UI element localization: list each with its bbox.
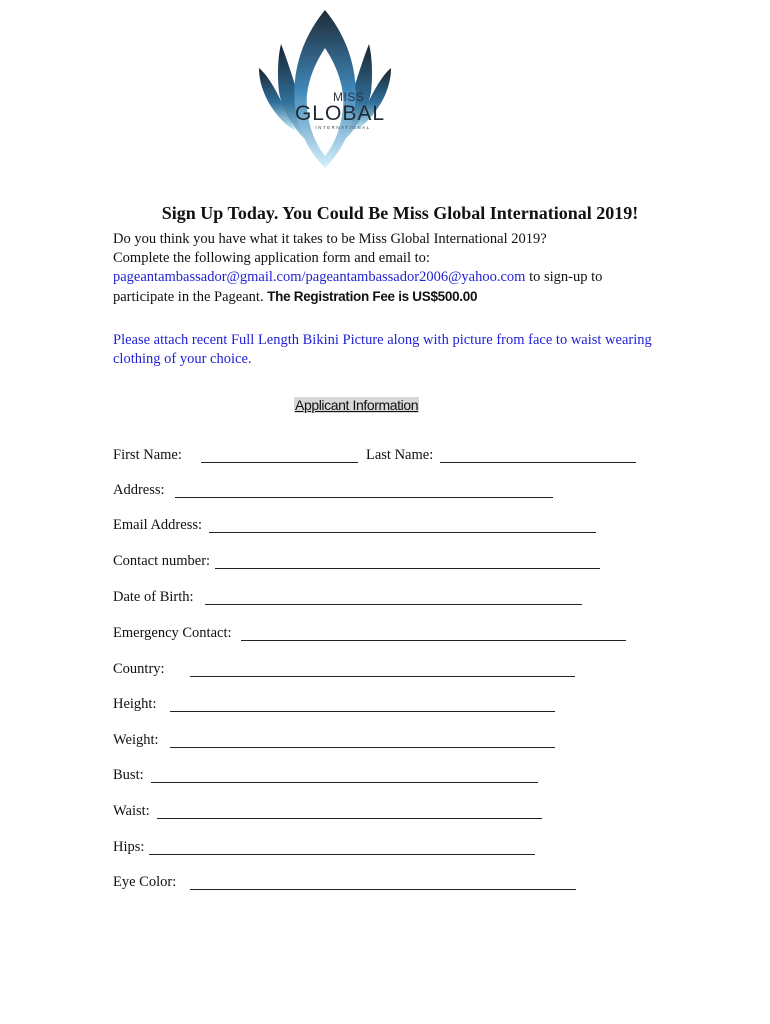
logo-international-text: INTERNATIONAL [315,125,371,130]
height-label: Height: [113,696,157,712]
first-name-input-line[interactable] [201,462,358,463]
bust-label: Bust: [113,767,144,783]
contact-number-input-line[interactable] [215,568,600,569]
date-of-birth-field[interactable] [113,589,588,609]
email-address-label: Email Address: [113,517,203,533]
weight-input-line[interactable] [170,747,555,748]
last-name-input-line[interactable] [440,462,636,463]
intro-paragraph [113,230,673,307]
contact-number-label: Contact number: [113,553,211,569]
eye-color-field[interactable] [113,874,583,894]
address-input-line[interactable] [175,497,553,498]
emergency-contact-field[interactable] [113,625,633,645]
photo-attachment-note: Please attach recent Full Length Bikini Picture along with picture from face to waist wearing clothing of your choice. [113,332,652,367]
intro-after-emails: to sign-up to [525,269,603,285]
intro-line-4 [113,287,673,307]
page-title: Sign Up Today. You Could Be Miss Global International 2019! [161,203,639,223]
registration-fee-text: The Registration Fee is US$500.00 [267,289,478,304]
weight-field[interactable] [113,732,563,752]
intro-line-2: Complete the following application form and email to: [113,250,430,266]
email-address-field[interactable] [113,517,603,537]
hips-label: Hips: [113,839,145,855]
eye-color-input-line[interactable] [190,889,576,890]
address-label: Address: [113,482,165,498]
emergency-contact-label: Emergency Contact: [113,625,232,641]
section-title-applicant-information: Applicant Information [295,397,419,413]
logo-miss-text: MISS [333,90,365,104]
country-field[interactable] [113,661,583,681]
miss-global-logo [255,8,395,170]
email-address-input-line[interactable] [209,532,596,533]
intro-line-1: Do you think you have what it takes to be Miss Global International 2019? [113,231,547,247]
intro-participate-text: participate in the Pageant. [113,289,268,305]
eye-color-label: Eye Color: [113,874,177,890]
logo-global-text: GLOBAL [294,102,386,125]
waist-label: Waist: [113,803,150,819]
last-name-label: Last Name: [366,447,434,463]
emergency-contact-input-line[interactable] [241,640,626,641]
address-field[interactable] [113,482,563,502]
intro-line-3 [113,268,673,287]
waist-field[interactable] [113,803,548,823]
date-of-birth-input-line[interactable] [205,604,582,605]
bust-input-line[interactable] [151,782,538,783]
height-field[interactable] [113,696,563,716]
height-input-line[interactable] [170,711,555,712]
hips-input-line[interactable] [149,854,535,855]
country-input-line[interactable] [190,676,575,677]
waist-input-line[interactable] [157,818,542,819]
last-name-field[interactable] [366,447,641,467]
email-links[interactable]: pageantambassador@gmail.com/pageantambassador2006@yahoo.com [113,269,526,285]
first-name-label: First Name: [113,447,182,463]
lotus-logo-graphic [255,8,395,170]
contact-number-field[interactable] [113,553,603,573]
bust-field[interactable] [113,767,543,787]
hips-field[interactable] [113,839,543,859]
country-label: Country: [113,661,165,677]
date-of-birth-label: Date of Birth: [113,589,194,605]
weight-label: Weight: [113,732,159,748]
